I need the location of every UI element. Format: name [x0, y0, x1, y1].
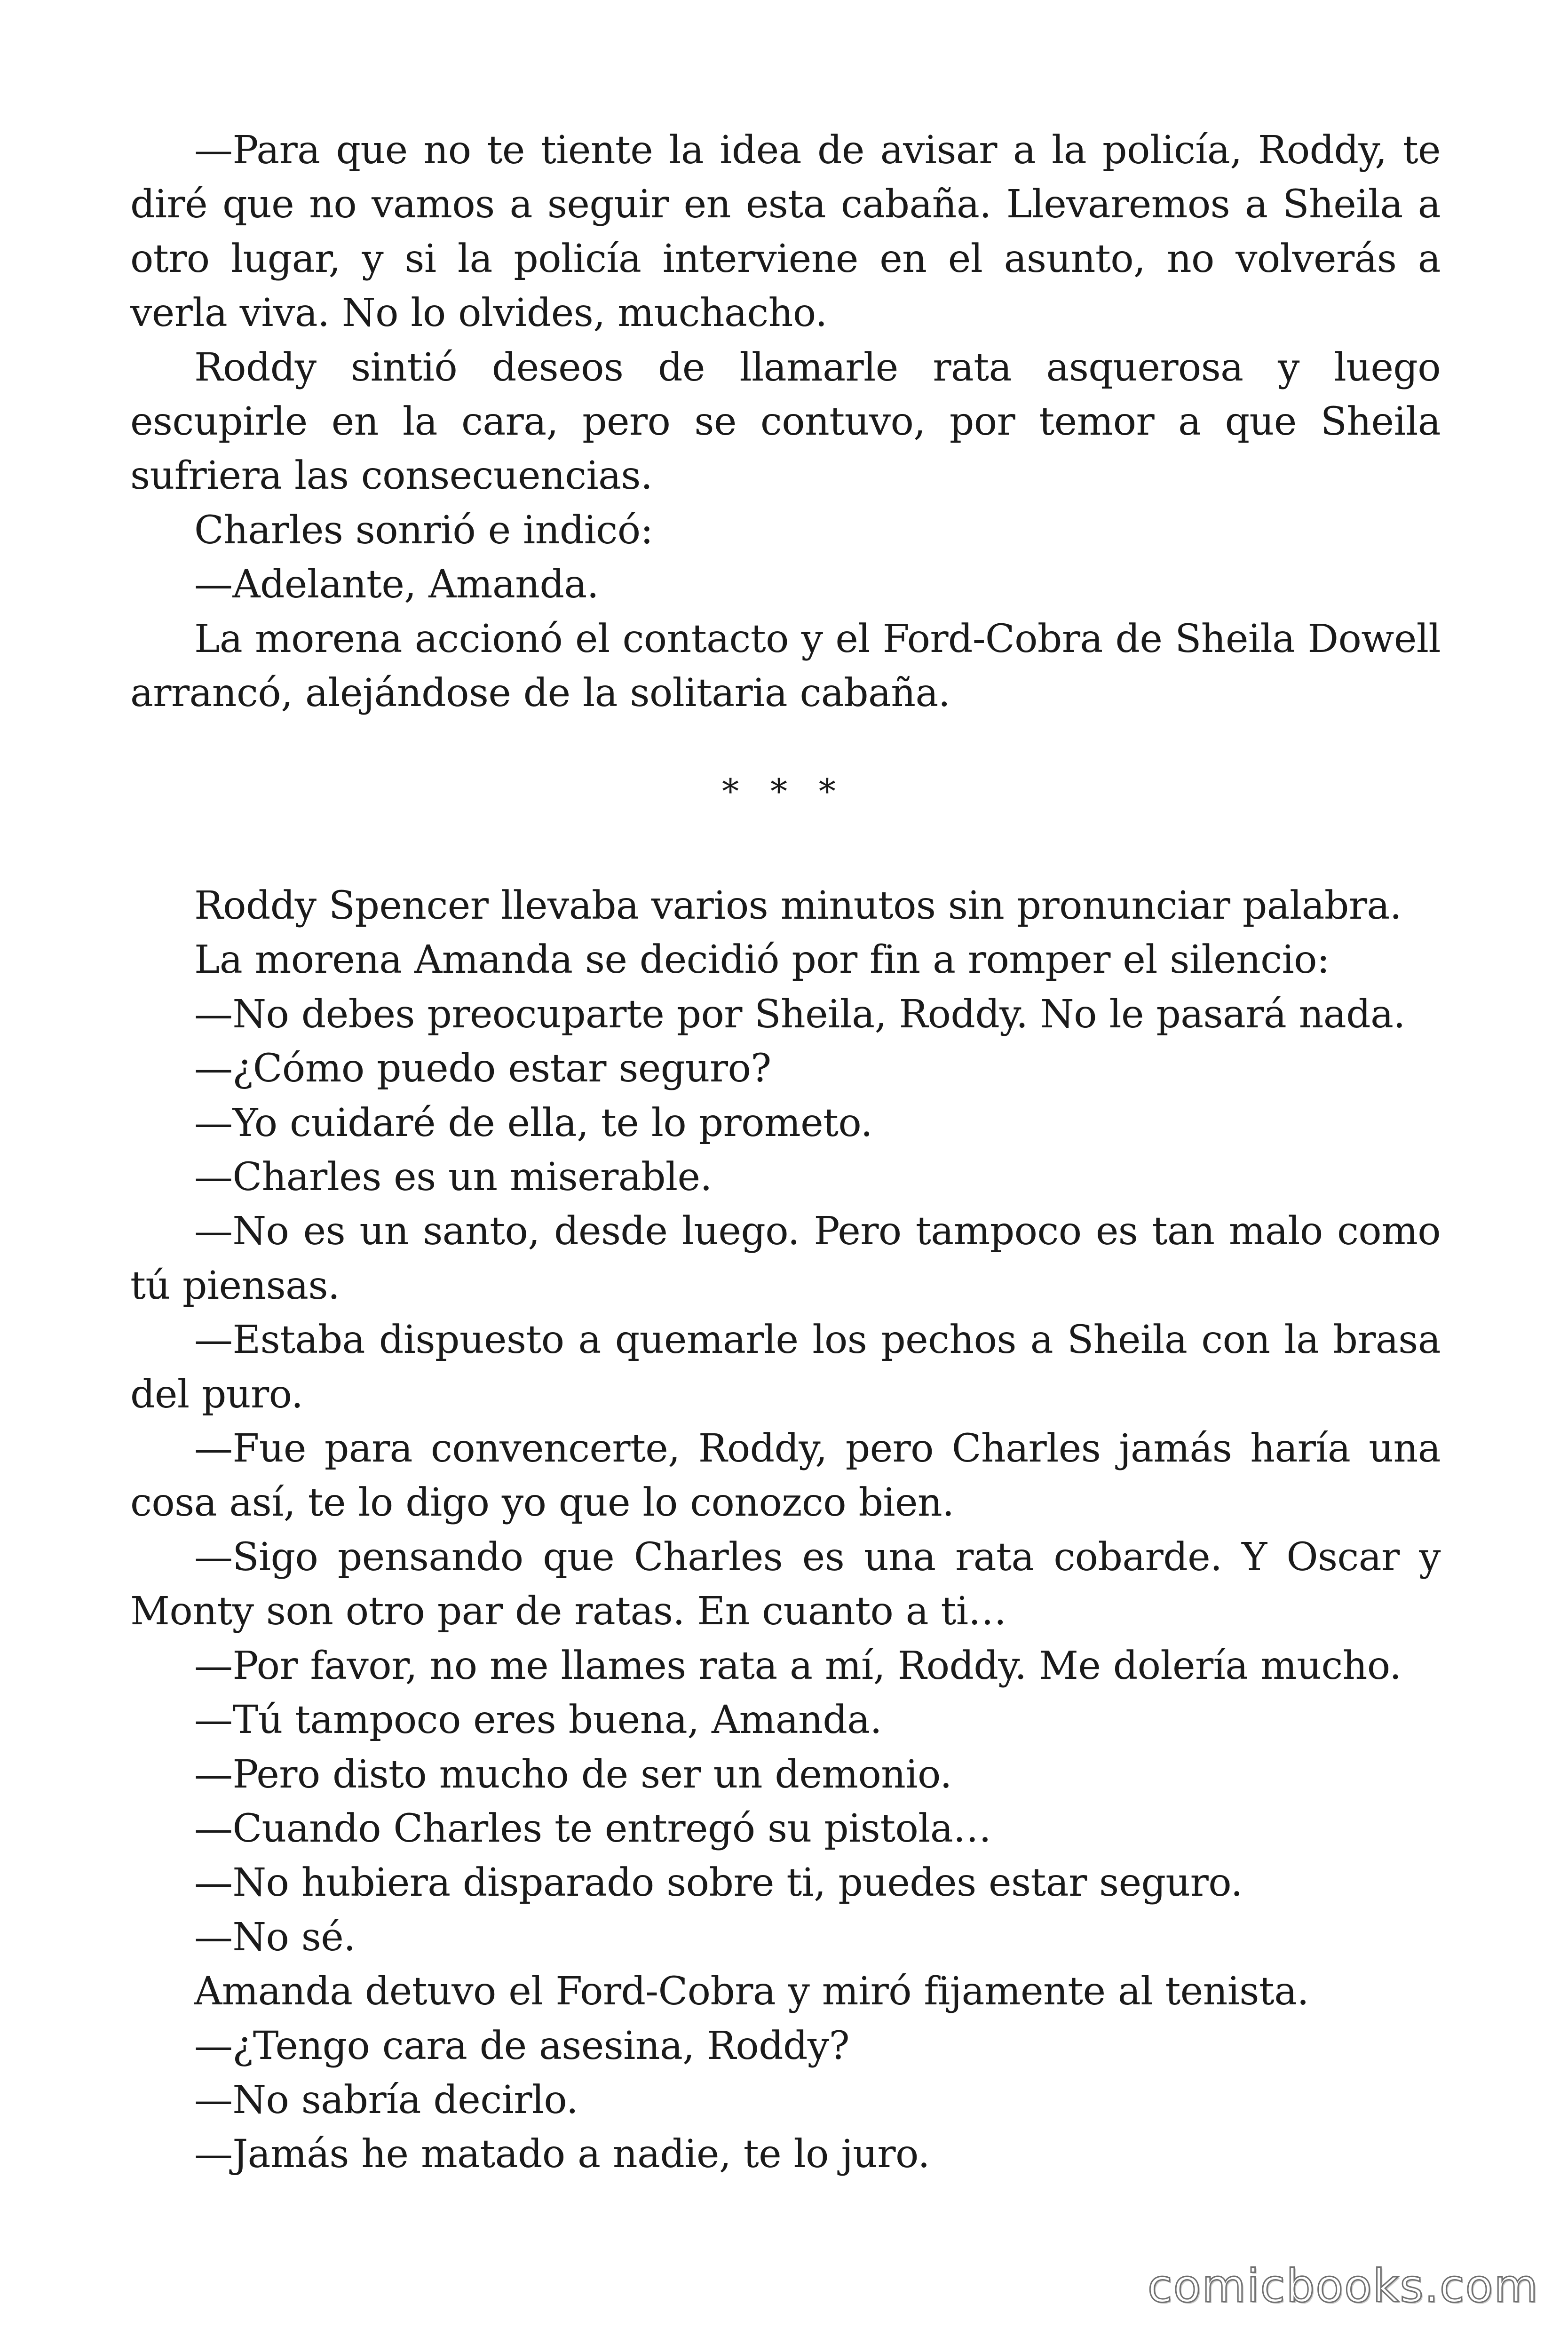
paragraph: —Yo cuidaré de ella, te lo prometo.	[194, 1100, 873, 1145]
paragraph: —Fue para convencerte, Roddy, pero Charles jamás haría una cosa así, te lo digo yo que lo conozco bien.	[130, 1426, 1441, 1526]
paragraph: —Adelante, Amanda.	[194, 562, 599, 607]
paragraph: Roddy Spencer llevaba varios minutos sin pronunciar palabra.	[194, 883, 1402, 928]
paragraph: —No es un santo, desde luego. Pero tampoco es tan malo como tú piensas.	[130, 1209, 1441, 1308]
paragraph: —No debes preocuparte por Sheila, Roddy. No le pasará nada.	[194, 992, 1405, 1037]
paragraph: —Cuando Charles te entregó su pistola…	[194, 1806, 991, 1851]
paragraph: —Pero disto mucho de ser un demonio.	[194, 1752, 952, 1797]
paragraph: Roddy sintió deseos de llamarle rata asquerosa y luego escupirle en la cara, pero se contuvo, por temor a que Sheila sufriera las consecuencias.	[130, 345, 1441, 499]
text-section-after-break	[130, 879, 1441, 2182]
paragraph: —Jamás he matado a nadie, te lo juro.	[194, 2132, 930, 2177]
watermark-logo: comicbooks.com	[1147, 2260, 1539, 2312]
paragraph: —No sabría decirlo.	[194, 2077, 578, 2122]
text-section-before-break	[130, 123, 1441, 720]
paragraph: —Por favor, no me llames rata a mí, Roddy. Me dolería mucho.	[194, 1643, 1402, 1688]
paragraph: Charles sonrió e indicó:	[194, 508, 653, 553]
paragraph: —No sé.	[194, 1915, 356, 1960]
paragraph: Amanda detuvo el Ford-Cobra y miró fijamente al tenista.	[194, 1969, 1309, 2014]
paragraph: —Estaba dispuesto a quemarle los pechos a Sheila con la brasa del puro.	[130, 1318, 1441, 1417]
paragraph: —Tú tampoco eres buena, Amanda.	[194, 1698, 882, 1743]
paragraph: —No hubiera disparado sobre ti, puedes estar seguro.	[194, 1860, 1243, 1906]
paragraph: La morena Amanda se decidió por fin a romper el silencio:	[194, 938, 1330, 983]
paragraph: —Sigo pensando que Charles es una rata cobarde. Y Oscar y Monty son otro par de ratas. En cuanto a ti…	[130, 1534, 1441, 1634]
paragraph: —¿Cómo puedo estar seguro?	[194, 1046, 771, 1091]
paragraph: —Charles es un miserable.	[194, 1155, 712, 1200]
paragraph: —¿Tengo cara de asesina, Roddy?	[194, 2023, 850, 2068]
paragraph: La morena accionó el contacto y el Ford-Cobra de Sheila Dowell arrancó, alejándose de la solitaria cabaña.	[130, 616, 1441, 716]
paragraph: —Para que no te tiente la idea de avisar a la policía, Roddy, te diré que no vamos a seguir en esta cabaña. Llevaremos a Sheila a otro lugar, y si la policía interviene en el asunto, no volverás a verla viva. No lo olvides, muchacho.	[130, 128, 1441, 336]
scene-break-asterisks: * * *	[722, 771, 846, 811]
